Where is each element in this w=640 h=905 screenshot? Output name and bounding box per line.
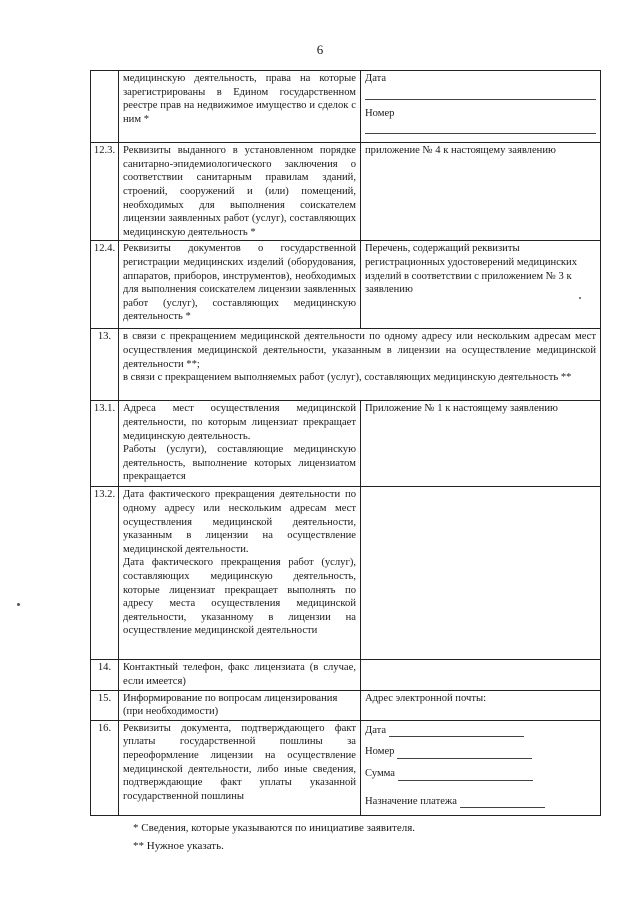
payment-date bbox=[365, 724, 596, 738]
payment-number bbox=[365, 745, 596, 759]
footnote-required: ** Нужное указать. bbox=[133, 840, 224, 852]
table-row bbox=[91, 329, 601, 401]
row-text-line: в связи с прекращением выполняемых работ (услуг), составляющих медицинскую деятельность ** bbox=[123, 372, 572, 384]
row-paragraph: Адреса мест осуществления медицинской деятельности, по которым лицензиат прекращает медицинскую деятельность. bbox=[123, 403, 356, 442]
row-number: 13.2. bbox=[91, 487, 119, 660]
empty-answer-cell bbox=[361, 487, 601, 660]
email-label: Адрес электронной почты: bbox=[361, 690, 601, 720]
scan-dust-mark bbox=[17, 603, 20, 606]
table-row bbox=[91, 690, 601, 720]
empty-answer-cell bbox=[361, 660, 601, 690]
row-paragraph: Работы (услуги), составляющие медицинскую деятельность, выполнение которых лицензиатом прекращается bbox=[123, 444, 356, 483]
row-number: 13.1. bbox=[91, 401, 119, 487]
row-text: Информирование по вопросам лицензирования (при необходимости) bbox=[119, 690, 361, 720]
footnote-initiative: * Сведения, которые указываются по инициативе заявителя. bbox=[133, 822, 416, 834]
row-paragraph: Дата фактического прекращения работ (услуг), составляющих медицинскую деятельность, которые лицензиат прекращает выполнять по адресу места осуществления медицинской деятельности, указанному в лицензии на осуществление медицинской деятельности bbox=[123, 557, 356, 637]
row-number: 16. bbox=[91, 720, 119, 815]
payment-details-cell bbox=[361, 720, 601, 815]
row-number: 12.4. bbox=[91, 241, 119, 329]
scan-dust-mark bbox=[579, 297, 581, 299]
row-number: 12.3. bbox=[91, 143, 119, 241]
number-label: Номер bbox=[365, 107, 395, 119]
payment-sum-label: Сумма bbox=[365, 767, 395, 779]
payment-purpose-label: Назначение платежа bbox=[365, 795, 457, 807]
table-row bbox=[91, 241, 601, 329]
row-text: Реквизиты документов о государственной регистрации медицинских изделий (оборудования, аппаратов, приборов, инструментов), необходимых для выполнения соискателем лицензии заявленных работ (услуг), составляющих медицинскую деятельность * bbox=[119, 241, 361, 329]
row-paragraph: Дата фактического прекращения деятельности по одному адресу или нескольким адресам мест осуществления медицинской деятельности, указанным в лицензии на осуществление медицинской деятельности. bbox=[123, 489, 356, 555]
row-text: Реквизиты выданного в установленном порядке санитарно-эпидемиологического заключения о соответствии санитарным правилам зданий, строений, сооружений и (или) помещений, необходимых для выполнения соискателем лицензии заявленных работ (услуг), составляющих медицинскую деятельность * bbox=[119, 143, 361, 241]
table-row bbox=[91, 401, 601, 487]
payment-purpose-line bbox=[460, 796, 545, 808]
payment-sum bbox=[365, 767, 596, 781]
page-number: 6 bbox=[316, 42, 324, 57]
row-text-line: в связи с прекращением медицинской деятельности по одному адресу или нескольким адресам мест осуществления медицинской деятельности, указанным в лицензии на осуществление медицинской деятельности **; bbox=[123, 331, 596, 370]
row-number-cell bbox=[91, 71, 119, 143]
row-attachment: Перечень, содержащий реквизиты регистрационных удостоверений медицинских изделий в соответствии с приложением № 3 к заявлению bbox=[361, 241, 601, 329]
table-row bbox=[91, 660, 601, 690]
application-table bbox=[90, 70, 601, 816]
row-text bbox=[119, 401, 361, 487]
payment-date-line bbox=[389, 725, 524, 737]
payment-purpose bbox=[365, 795, 596, 809]
payment-sum-line bbox=[398, 769, 533, 781]
row-number: 13. bbox=[91, 329, 119, 401]
row-number: 15. bbox=[91, 690, 119, 720]
row-attachment: приложение № 4 к настоящему заявлению bbox=[361, 143, 601, 241]
payment-number-line bbox=[397, 747, 532, 759]
table-row bbox=[91, 143, 601, 241]
payment-date-label: Дата bbox=[365, 724, 387, 736]
table-row bbox=[91, 487, 601, 660]
payment-number-label: Номер bbox=[365, 746, 395, 758]
row-text bbox=[119, 329, 601, 401]
row-text bbox=[119, 487, 361, 660]
row-text-cell: медицинскую деятельность, права на которые зарегистрированы в Едином государственном реестре прав на недвижимое имущество и сделок с ним * bbox=[119, 71, 361, 143]
date-number-cell bbox=[361, 71, 601, 143]
row-text: Реквизиты документа, подтверждающего факт уплаты государственной пошлины за переоформление лицензии на осуществление медицинской деятельности, либо иные сведения, подтверждающие факт уплаты указанной государственной пошлины bbox=[119, 720, 361, 815]
table-row bbox=[91, 71, 601, 143]
table-row bbox=[91, 720, 601, 815]
date-label: Дата bbox=[365, 73, 387, 84]
number-line bbox=[365, 120, 596, 134]
row-attachment: Приложение № 1 к настоящему заявлению bbox=[361, 401, 601, 487]
row-number: 14. bbox=[91, 660, 119, 690]
row-text: Контактный телефон, факс лицензиата (в случае, если имеется) bbox=[119, 660, 361, 690]
date-line bbox=[365, 86, 596, 100]
